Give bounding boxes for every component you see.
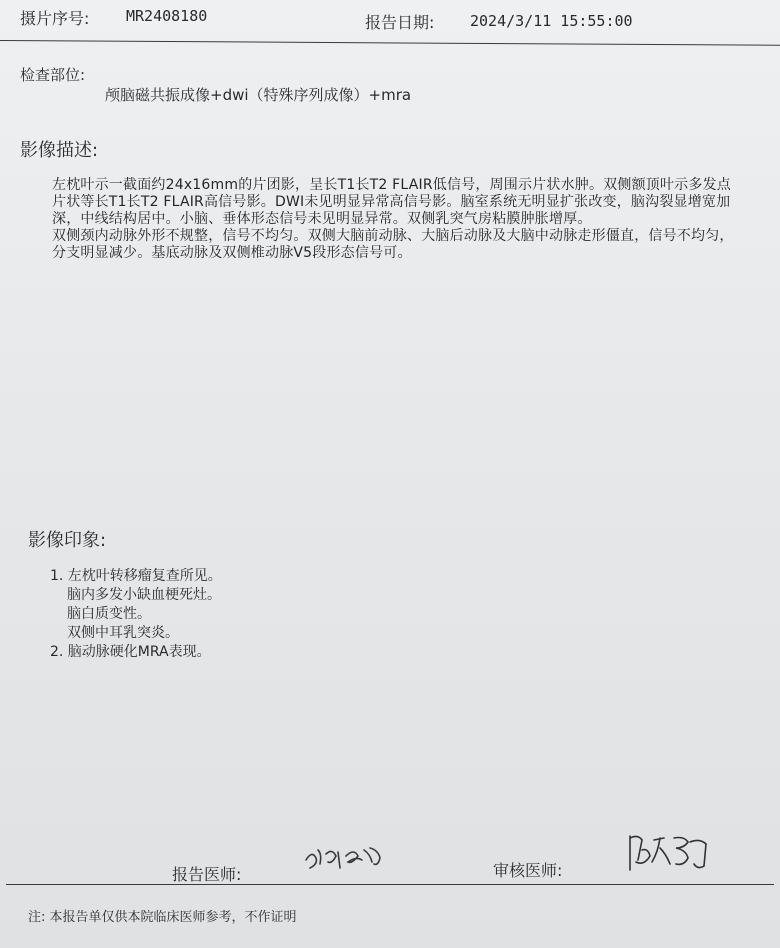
findings-paragraph: 左枕叶示一截面约24x16mm的片团影，呈长T1长T2 FLAIR低信号，周围示片状水肿。双侧额顶叶示多发点片状等长T1长T2 FLAIR高信号影。DWI未见明显异常高信号影。脑室系统无明显扩张改变，脑沟裂显增宽加深，中线结构居中。小脑、垂体形态信号未见明显异常。双侧乳突气房粘膜肿胀增厚。 xyxy=(52,177,731,227)
report-date-value: 2024/3/11 15:55:00 xyxy=(470,12,633,30)
impression-item: 2. 脑动脉硬化MRA表现。 xyxy=(50,644,211,660)
reporter-signature xyxy=(300,842,390,874)
footer-note: 注: 本报告单仅供本院临床医师参考，不作证明 xyxy=(28,910,297,925)
findings-paragraph: 双侧颈内动脉外形不规整，信号不均匀。双侧大脑前动脉、大脑后动脉及大脑中动脉走形僵直，信号不均匀，分支明显减少。基底动脉及双侧椎动脉V5段形态信号可。 xyxy=(52,228,734,261)
impression-item: 脑内多发小缺血梗死灶。 xyxy=(67,587,221,603)
impression-heading: 影像印象: xyxy=(28,530,107,551)
findings-body xyxy=(52,177,742,262)
impression-item: 1. 左枕叶转移瘤复查所见。 xyxy=(50,568,222,584)
header-rule xyxy=(0,40,780,46)
reviewer-signature xyxy=(620,828,720,878)
reporter-label: 报告医师: xyxy=(172,865,242,884)
footer-rule xyxy=(6,884,774,885)
film-no-value: MR2408180 xyxy=(126,7,208,25)
film-no-label: 摄片序号: xyxy=(20,9,90,28)
exam-label: 检查部位: xyxy=(20,66,86,84)
findings-heading: 影像描述: xyxy=(20,140,99,161)
report-date-label: 报告日期: xyxy=(365,13,435,32)
impression-item: 脑白质变性。 xyxy=(67,606,151,622)
reviewer-label: 审核医师: xyxy=(493,861,563,880)
impression-item: 双侧中耳乳突炎。 xyxy=(67,625,179,641)
exam-value: 颅脑磁共振成像+dwi（特殊序列成像）+mra xyxy=(105,86,412,104)
